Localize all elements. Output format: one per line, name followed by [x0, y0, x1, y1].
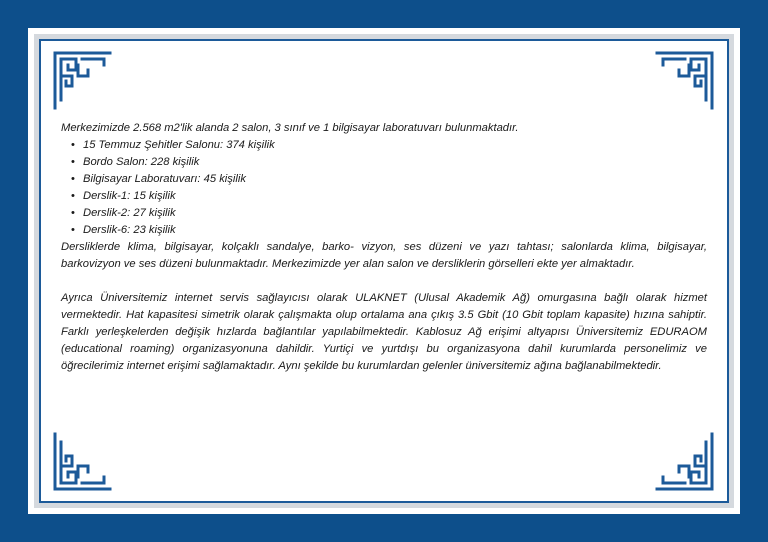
list-item: [71, 188, 707, 205]
corner-ornament-icon: [52, 50, 112, 110]
bullet-icon: •: [71, 190, 75, 202]
paragraph-spacer: [61, 273, 707, 290]
bullet-icon: •: [71, 224, 75, 236]
list-item-text: 15 Temmuz Şehitler Salonu: 374 kişilik: [83, 139, 275, 151]
bullet-icon: •: [71, 207, 75, 219]
list-item: [71, 171, 707, 188]
bullet-icon: •: [71, 173, 75, 185]
list-item-text: Derslik-2: 27 kişilik: [83, 207, 176, 219]
list-item-text: Derslik-1: 15 kişilik: [83, 190, 176, 202]
room-list: [61, 137, 707, 239]
bullet-icon: •: [71, 156, 75, 168]
corner-ornament-icon: [52, 432, 112, 492]
list-item: [71, 222, 707, 239]
list-item: [71, 154, 707, 171]
list-item: [71, 205, 707, 222]
document-body: [61, 120, 707, 375]
list-item-text: Bordo Salon: 228 kişilik: [83, 156, 200, 168]
list-item-text: Derslik-6: 23 kişilik: [83, 224, 176, 236]
bullet-icon: •: [71, 139, 75, 151]
corner-ornament-icon: [655, 50, 715, 110]
intro-paragraph: Merkezimizde 2.568 m2'lik alanda 2 salon, 3 sınıf ve 1 bilgisayar laboratuvarı bulunmaktadır.: [61, 122, 519, 134]
network-paragraph: Ayrıca Üniversitemiz internet servis sağlayıcısı olarak ULAKNET (Ulusal Akademik Ağ) omurgasına bağlı olarak hizmet vermektedir. Hat kapasitesi simetrik olarak çalışmakta olup ortalama ana çıkış 3.5 Gbit (10 Gbit toplam kapasite) hızına sahiptir. Farklı yerleşkelerden değişik hızlarda bağlantılar yapılabilmektedir. Kablosuz Ağ erişimi altyapısı Üniversitemiz EDURAOM (educational roaming) organizasyonuna dahildir. Yurtiçi ve yurtdışı bu organizasyona dahil kurumlarda personelimiz ve öğrecilerimiz internet erişimi sağlamaktadır. Aynı şekilde bu kurumlardan gelenler üniversitemiz ağına bağlanabilmektedir.: [61, 292, 707, 372]
list-item: [71, 137, 707, 154]
corner-ornament-icon: [655, 432, 715, 492]
list-item-text: Bilgisayar Laboratuvarı: 45 kişilik: [83, 173, 246, 185]
equipment-paragraph: Dersliklerde klima, bilgisayar, kolçaklı sandalye, barko- vizyon, ses düzeni ve yazı tahtası; salonlarda klima, bilgisayar, barkovizyon ve ses düzeni bulunmaktadır. Merkezimizde yer alan salon ve dersliklerin görselleri ekte yer almaktadır.: [61, 241, 707, 270]
